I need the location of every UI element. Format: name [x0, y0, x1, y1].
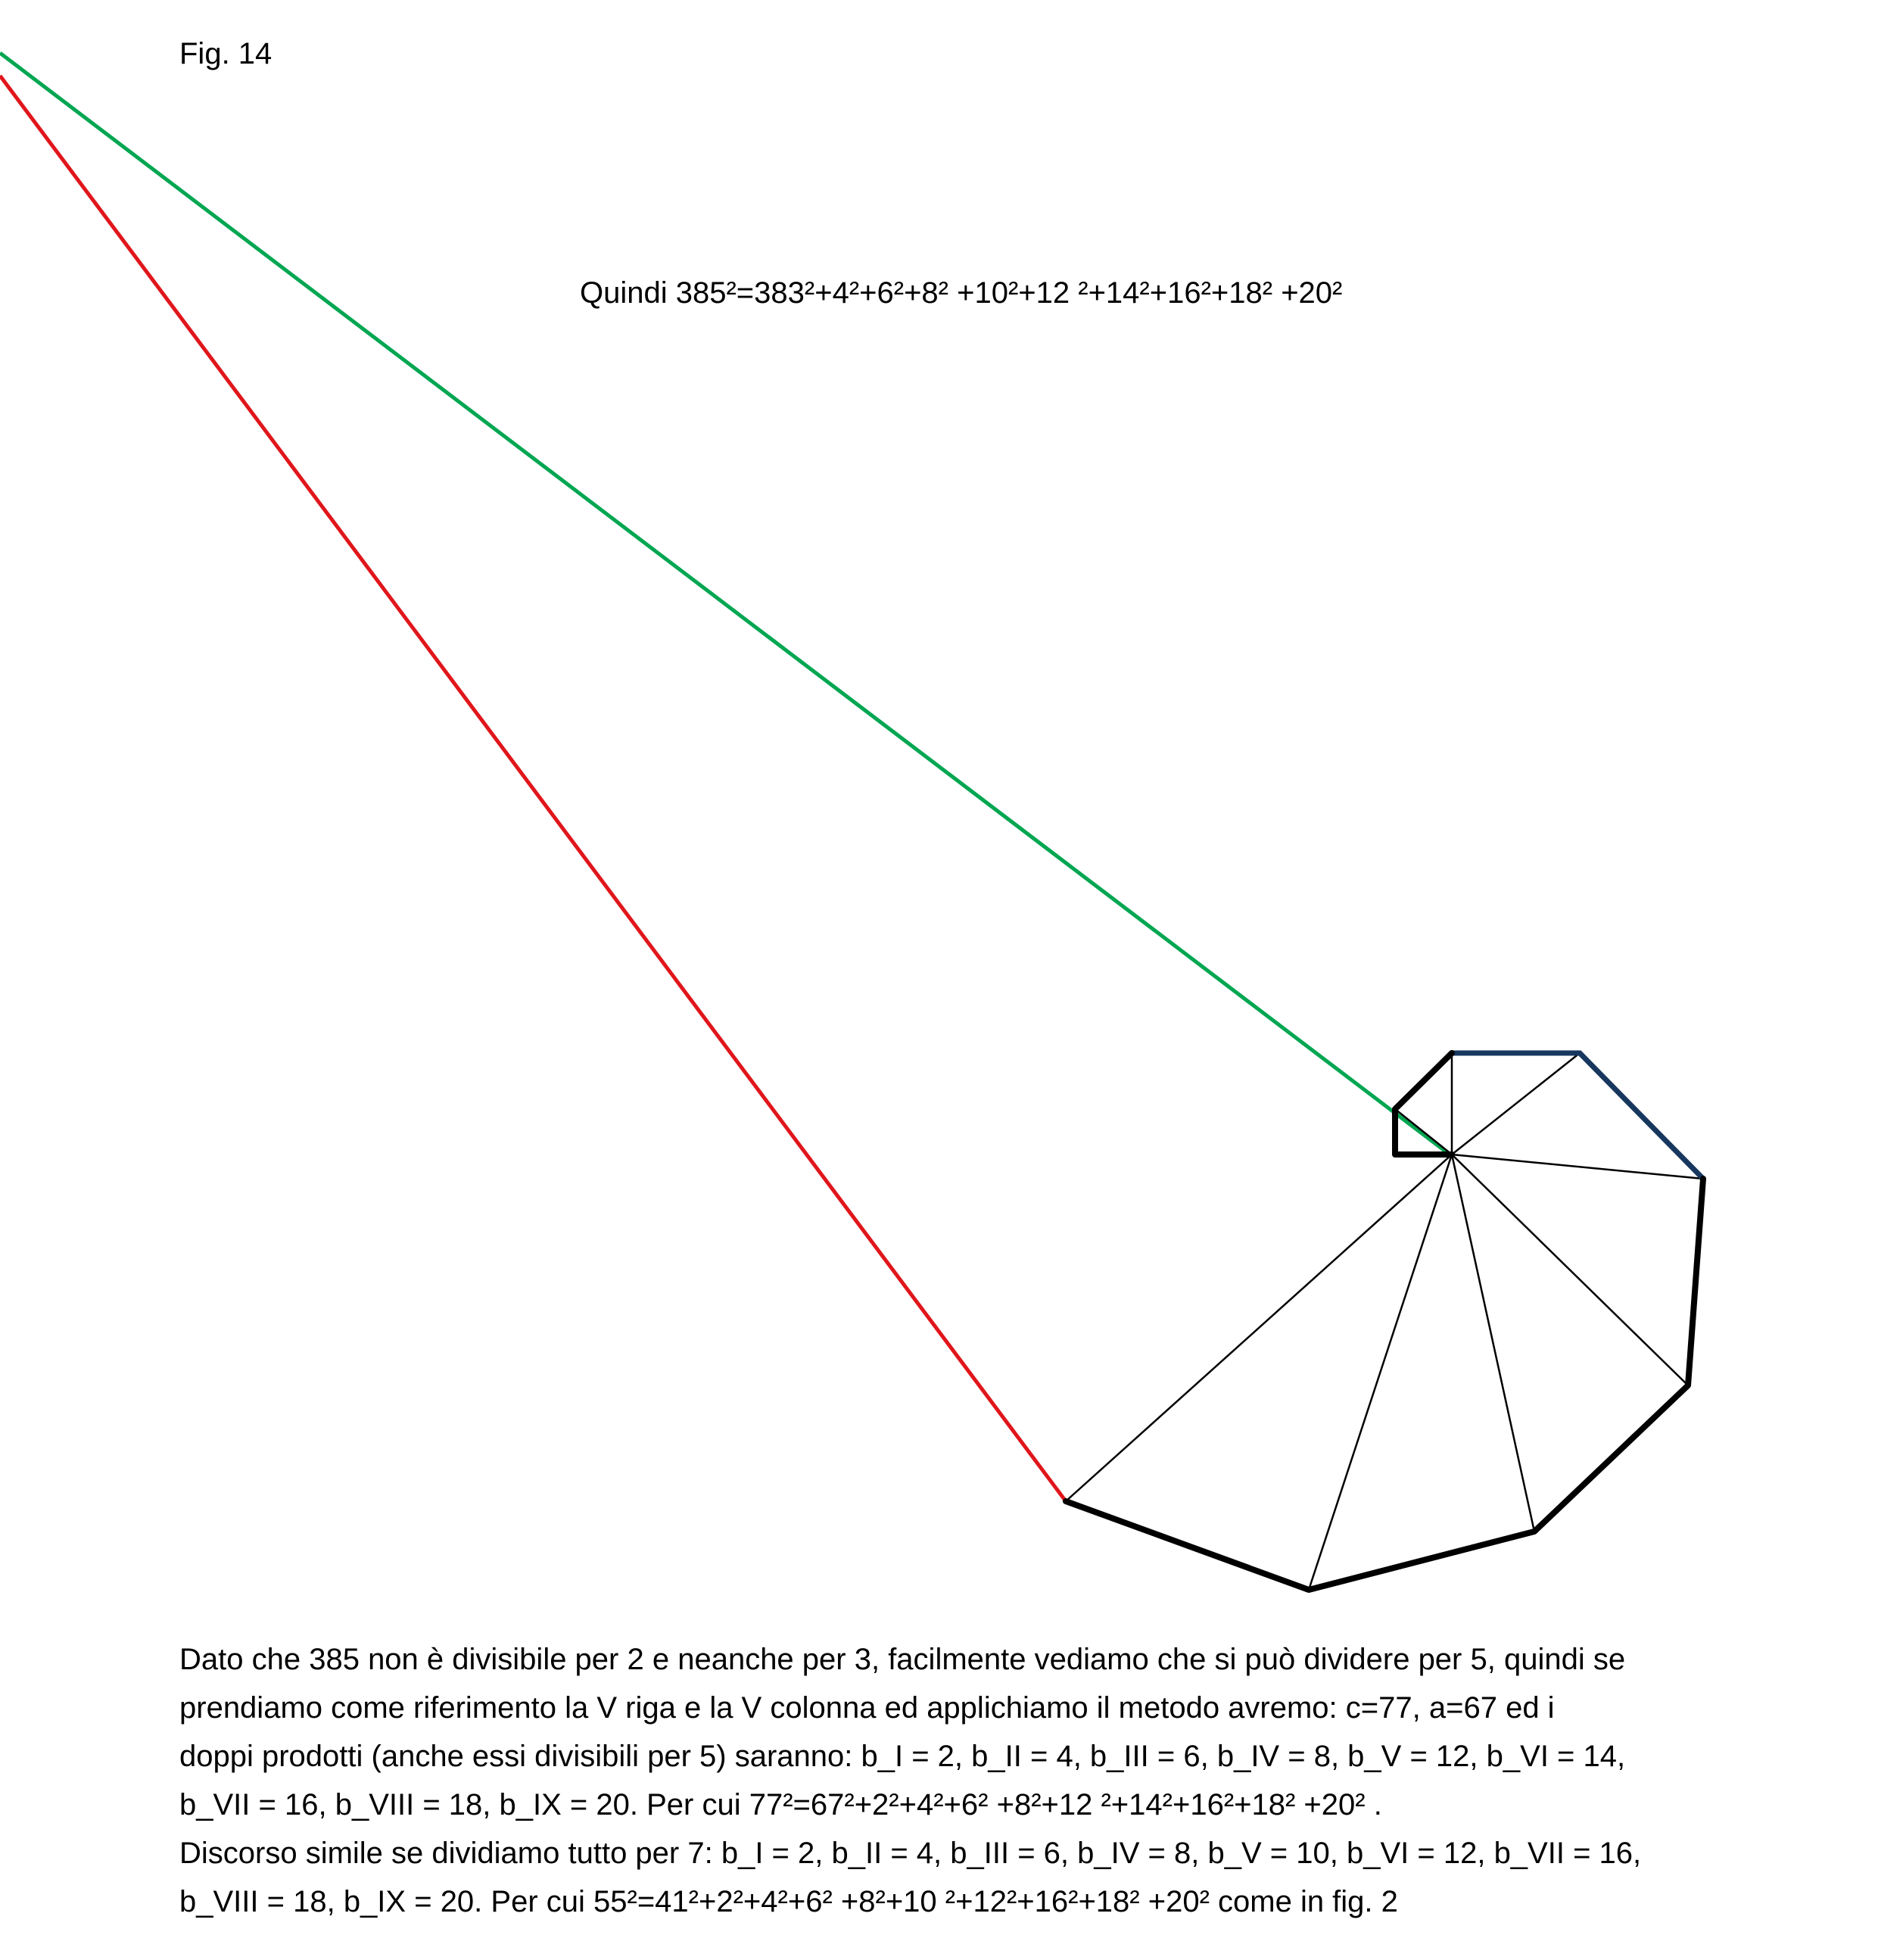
outer-edges	[1066, 1179, 1703, 1590]
body-text	[179, 1635, 1724, 1926]
text-line: prendiamo come riferimento la V riga e la V colonna ed applichiamo il metodo avremo: c=77, a=67 ed i	[179, 1691, 1555, 1725]
text-line: doppi prodotti (anche essi divisibili per 5) saranno: b_I = 2, b_II = 4, b_III = 6, b_IV = 8, b_V = 12, b_VI = 14,	[179, 1740, 1626, 1773]
figure-label: Fig. 14	[179, 37, 273, 70]
spoke	[1452, 1154, 1534, 1532]
black-edges	[1066, 1053, 1703, 1590]
text-line: b_VII = 16, b_VIII = 18, b_IX = 20. Per cui 77²=67²+2²+4²+6² +8²+12 ²+14²+16²+18² +20² .	[179, 1788, 1382, 1821]
green-line	[0, 53, 1450, 1154]
spoke	[1452, 1154, 1688, 1385]
blue-edges	[1452, 1053, 1703, 1179]
text-line: Dato che 385 non è divisibile per 2 e neanche per 3, facilmente vediamo che si può dividere per 5, quindi se	[179, 1643, 1626, 1676]
spoke	[1452, 1053, 1580, 1154]
spokes	[1066, 1053, 1703, 1590]
text-line: b_VIII = 18, b_IX = 20. Per cui 55²=41²+2²+4²+6² +8²+10 ²+12²+16²+18² +20² come in fig. 2	[179, 1885, 1398, 1918]
inner-edges	[1395, 1053, 1452, 1154]
spoke	[1452, 1154, 1703, 1179]
equation-caption: Quindi 385²=383²+4²+6²+8² +10²+12 ²+14²+16²+18² +20²	[580, 276, 1343, 310]
text-line: Discorso simile se dividiamo tutto per 7: b_I = 2, b_II = 4, b_III = 6, b_IV = 8, b_V = 10, b_VI = 12, b_VII = 16,	[179, 1837, 1642, 1870]
blue-edge	[1580, 1053, 1703, 1179]
spoke	[1395, 1109, 1452, 1154]
red-line	[0, 76, 1066, 1501]
